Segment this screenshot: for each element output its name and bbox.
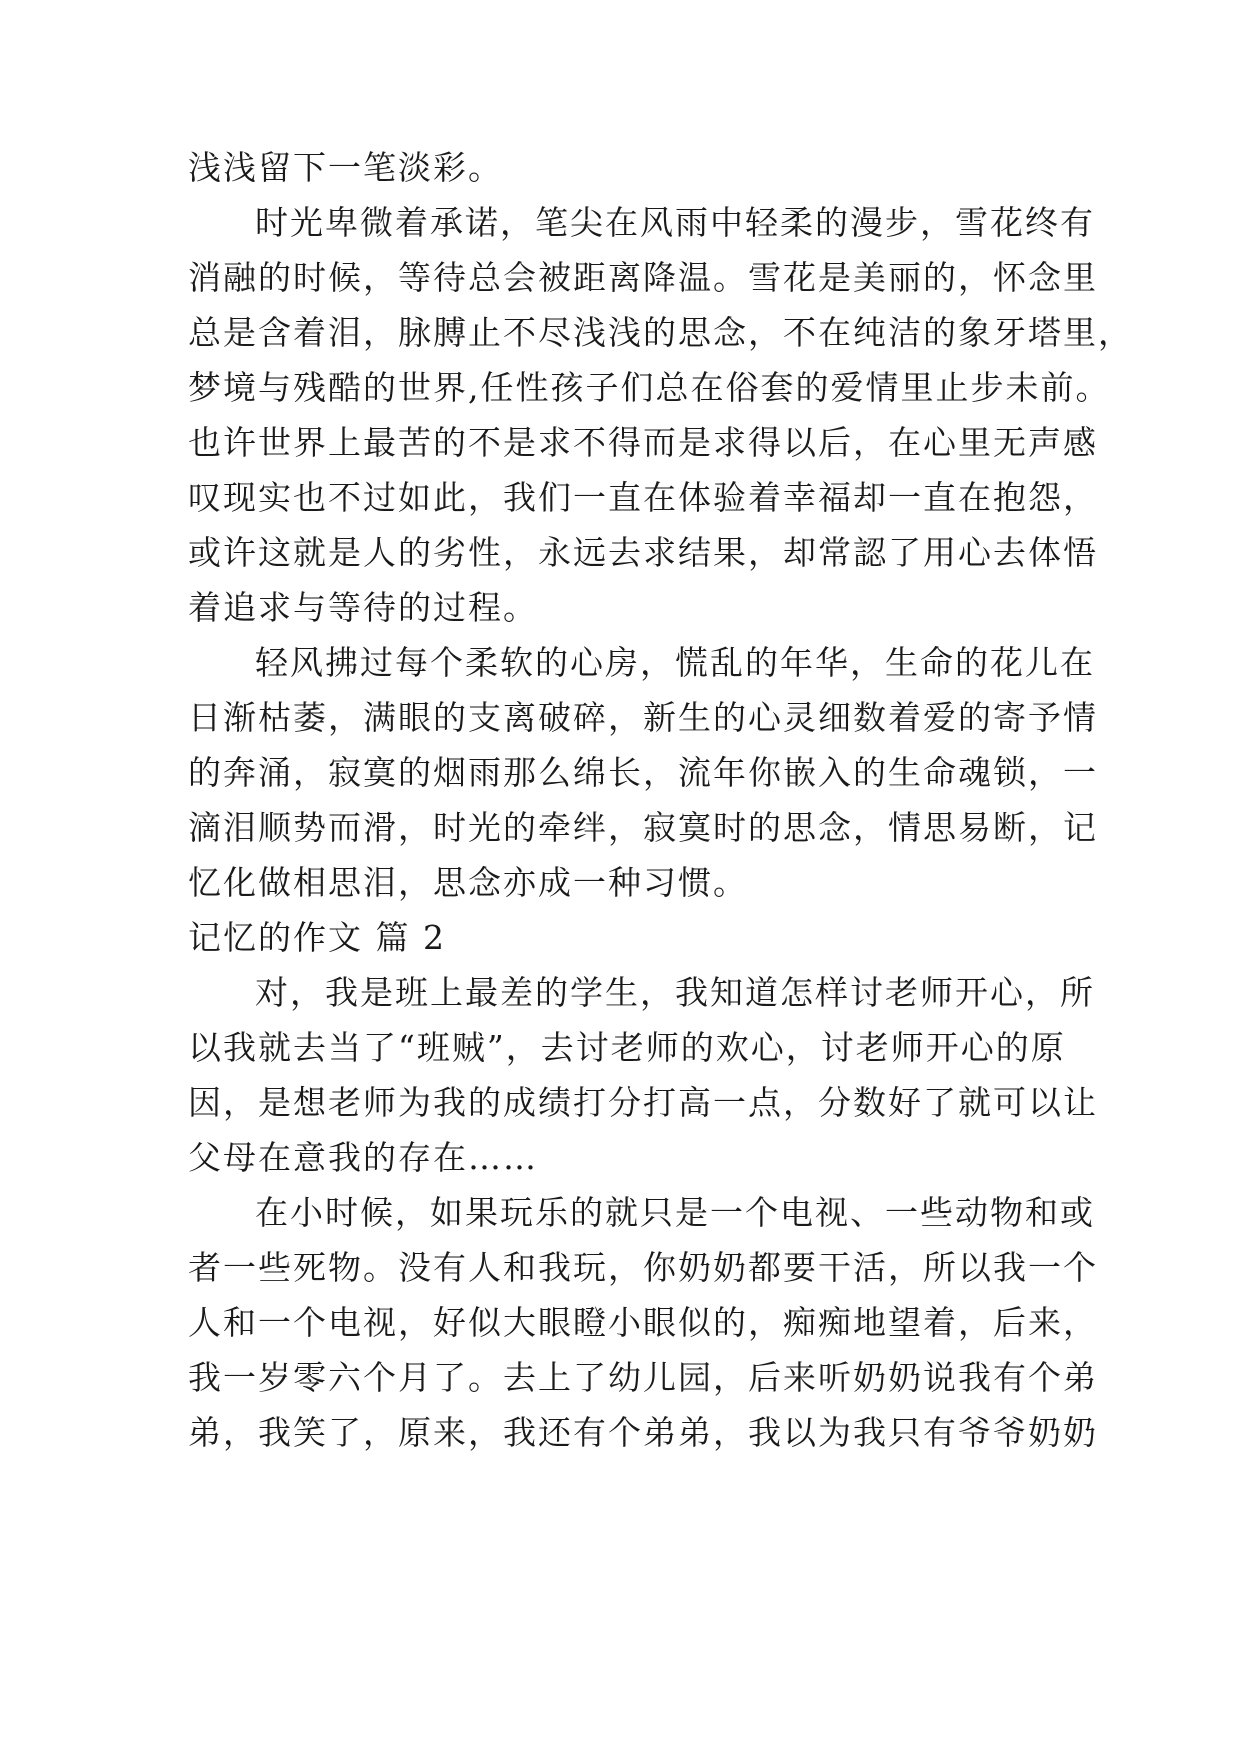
paragraph-first-line: 轻风拂过每个柔软的心房，慌乱的年华，生命的花儿在: [255, 643, 1095, 682]
section-heading: 记忆的作文 篇 2: [188, 918, 446, 957]
text-line: 忆化做相思泪，思念亦成一种习惯。: [188, 863, 748, 902]
text-line: 我一岁零六个月了。去上了幼儿园，后来听奶奶说我有个弟: [188, 1358, 1098, 1397]
text-line: 着追求与等待的过程。: [188, 588, 538, 627]
text-line: 因，是想老师为我的成绩打分打高一点，分数好了就可以让: [188, 1083, 1098, 1122]
text-line: 者一些死物。没有人和我玩，你奶奶都要干活，所以我一个: [188, 1248, 1098, 1287]
text-line: 以我就去当了“班贼”，去讨老师的欢心，讨老师开心的原: [188, 1028, 1066, 1067]
text-line: 日渐枯萎，满眼的支离破碎，新生的心灵细数着爱的寄予情: [188, 698, 1098, 737]
text-line: 或许这就是人的劣性，永远去求结果，却常認了用心去体悟: [188, 533, 1098, 572]
paragraph-first-line: 时光卑微着承诺，笔尖在风雨中轻柔的漫步，雪花终有: [255, 203, 1095, 242]
text-line: 也许世界上最苦的不是求不得而是求得以后，在心里无声感: [188, 423, 1098, 462]
text-line: 梦境与残酷的世界,任性孩子们总在俗套的爱情里止步未前。: [188, 368, 1111, 407]
paragraph-first-line: 在小时候，如果玩乐的就只是一个电视、一些动物和或: [255, 1193, 1095, 1232]
text-line: 滴泪顺势而滑，时光的牵绊，寂寞时的思念，情思易断，记: [188, 808, 1098, 847]
text-line: 父母在意我的存在……: [188, 1138, 538, 1177]
text-line: 叹现实也不过如此，我们一直在体验着幸福却一直在抱怨，: [188, 478, 1098, 517]
text-line: 总是含着泪，脉膊止不尽浅浅的思念，不在纯洁的象牙塔里，: [188, 313, 1133, 352]
text-line: 的奔涌，寂寞的烟雨那么绵长，流年你嵌入的生命魂锁，一: [188, 753, 1098, 792]
text-line: 浅浅留下一笔淡彩。: [188, 148, 503, 187]
text-line: 人和一个电视，好似大眼瞪小眼似的，痴痴地望着，后来，: [188, 1303, 1098, 1342]
text-line: 弟，我笑了，原来，我还有个弟弟，我以为我只有爷爷奶奶: [188, 1413, 1098, 1452]
text-line: 消融的时候，等待总会被距离降温。雪花是美丽的，怀念里: [188, 258, 1098, 297]
paragraph-first-line: 对，我是班上最差的学生，我知道怎样讨老师开心，所: [255, 973, 1095, 1012]
